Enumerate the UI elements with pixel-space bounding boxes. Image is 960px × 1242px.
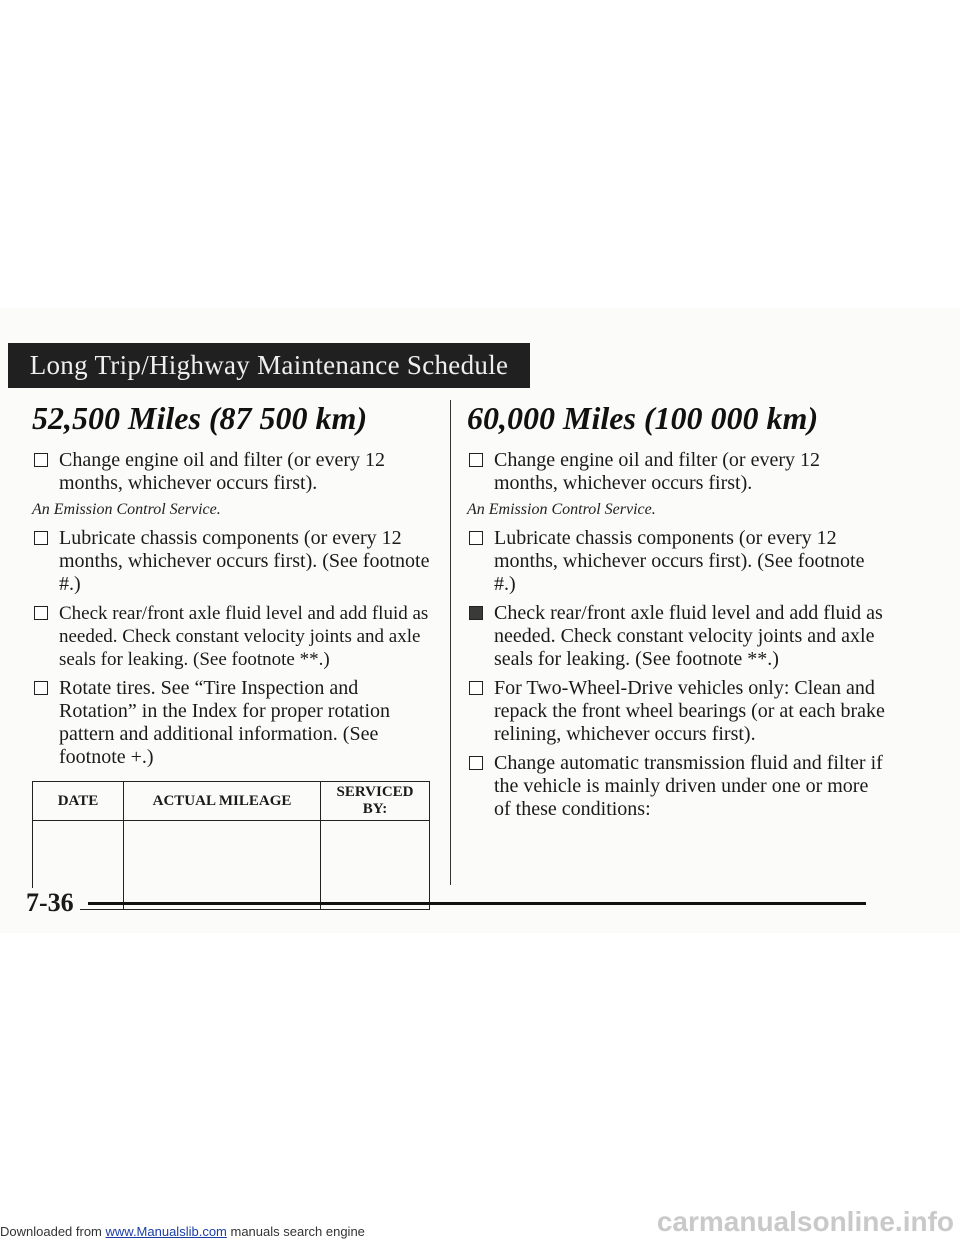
page-number: 7-36 xyxy=(26,888,80,918)
checkbox-icon[interactable] xyxy=(469,453,483,467)
manualslib-link[interactable]: www.Manualslib.com xyxy=(105,1224,227,1239)
download-suffix: manuals search engine xyxy=(226,1224,365,1239)
checkbox-icon[interactable] xyxy=(34,681,48,695)
left-item-oil xyxy=(32,449,432,495)
right-item-transmission xyxy=(467,752,887,821)
left-item-axle-text: Check rear/front axle fluid level and add fluid as needed. Check constant velocity joints and axle seals for leaking. (See footnote **.) xyxy=(59,603,429,670)
right-heading: 60,000 Miles (100 000 km) xyxy=(467,400,819,436)
right-item-axle xyxy=(467,602,887,671)
checkbox-icon[interactable] xyxy=(469,681,483,695)
service-log-table xyxy=(32,781,430,910)
right-item-bearings-text: For Two-Wheel-Drive vehicles only: Clean and repack the front wheel bearings (or at each brake relining, whichever occurs first). xyxy=(494,677,885,745)
right-item-transmission-text: Change automatic transmission fluid and filter if the vehicle is mainly driven under one or more of these conditions: xyxy=(494,752,883,820)
table-cell-serviced-by[interactable] xyxy=(321,821,430,910)
left-item-chassis-text: Lubricate chassis components (or every 12 months, whichever occurs first). (See footnote #.) xyxy=(59,527,430,595)
download-attribution xyxy=(0,1224,365,1239)
checkbox-icon[interactable] xyxy=(34,606,48,620)
left-emission-note: An Emission Control Service. xyxy=(32,501,221,518)
table-cell-mileage[interactable] xyxy=(124,821,321,910)
left-heading: 52,500 Miles (87 500 km) xyxy=(32,400,368,436)
checkbox-icon[interactable] xyxy=(469,756,483,770)
checkbox-icon[interactable] xyxy=(34,531,48,545)
checkbox-icon[interactable] xyxy=(469,606,483,620)
left-column xyxy=(32,400,432,910)
right-item-chassis xyxy=(467,527,887,596)
right-item-oil xyxy=(467,449,887,495)
section-header-title: Long Trip/Highway Maintenance Schedule xyxy=(29,350,509,380)
table-header-date: DATE xyxy=(33,782,124,821)
table-header-serviced-by: SERVICED BY: xyxy=(321,782,430,821)
left-item-axle xyxy=(32,602,432,671)
left-item-chassis xyxy=(32,527,432,596)
left-item-oil-text: Change engine oil and filter (or every 12 months, whichever occurs first). xyxy=(59,449,385,494)
right-column xyxy=(467,400,887,827)
right-item-axle-text: Check rear/front axle fluid level and add fluid as needed. Check constant velocity joints and axle seals for leaking. (See footnote **.) xyxy=(494,602,883,670)
right-emission-note: An Emission Control Service. xyxy=(467,501,656,518)
watermark: carmanualsonline.info xyxy=(656,1206,954,1237)
checkbox-icon[interactable] xyxy=(469,531,483,545)
table-header-mileage: ACTUAL MILEAGE xyxy=(124,782,321,821)
right-item-chassis-text: Lubricate chassis components (or every 12 months, whichever occurs first). (See footnote #.) xyxy=(494,527,865,595)
section-header xyxy=(8,343,530,388)
checkbox-icon[interactable] xyxy=(34,453,48,467)
left-item-tires-text: Rotate tires. See “Tire Inspection and Rotation” in the Index for proper rotation pattern and additional information. (See footnote +.) xyxy=(59,677,391,768)
right-item-bearings xyxy=(467,677,887,746)
left-item-tires xyxy=(32,677,432,769)
right-item-oil-text: Change engine oil and filter (or every 12 months, whichever occurs first). xyxy=(494,449,820,494)
footer-rule xyxy=(88,902,866,905)
download-prefix: Downloaded from xyxy=(0,1224,106,1239)
column-divider xyxy=(450,400,451,885)
